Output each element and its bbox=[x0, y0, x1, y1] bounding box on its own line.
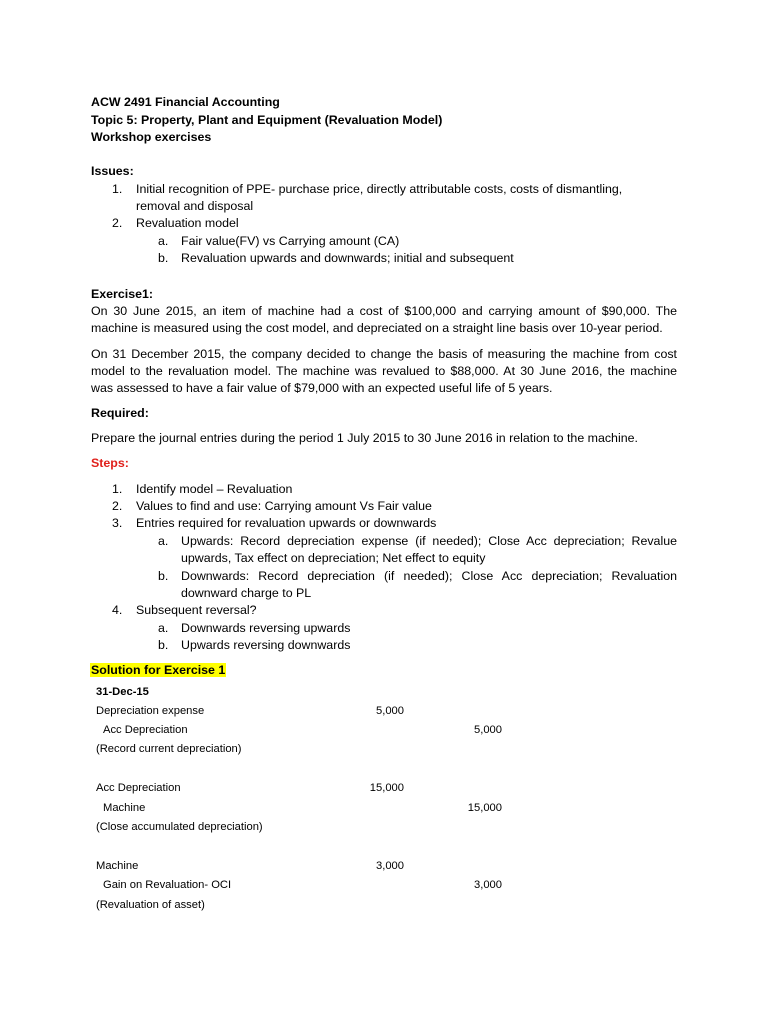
issues-heading: Issues: bbox=[91, 164, 134, 178]
step-number: 1. bbox=[112, 482, 123, 496]
exercise-paragraph-line: On 31 December 2015, the company decided to change the basis of measuring the machine from cost bbox=[91, 347, 677, 361]
step-text: Identify model – Revaluation bbox=[136, 482, 293, 496]
credit-account: Gain on Revaluation- OCI bbox=[103, 879, 232, 891]
credit-account: Machine bbox=[103, 802, 146, 814]
topic-title: Topic 5: Property, Plant and Equipment (Revaluation Model) bbox=[91, 113, 443, 127]
step-number: 3. bbox=[112, 516, 123, 530]
issue-text-continued: removal and disposal bbox=[136, 199, 254, 213]
issue-sub-letter: b. bbox=[158, 251, 169, 265]
debit-account: Depreciation expense bbox=[96, 705, 205, 717]
required-text: Prepare the journal entries during the period 1 July 2015 to 30 June 2016 in relation to the machine. bbox=[91, 431, 638, 445]
issue-number: 1. bbox=[112, 182, 123, 196]
exercise-paragraph-line: On 30 June 2015, an item of machine had a cost of $100,000 and carrying amount of $90,000. The bbox=[91, 304, 677, 318]
entry-narration: (Revaluation of asset) bbox=[96, 899, 205, 911]
step-sub-letter: b. bbox=[158, 638, 169, 652]
exercise-paragraph-line: model to the revaluation model. The machine was revalued to $88,000. At 30 June 2016, the machine bbox=[91, 364, 677, 378]
credit-amount: 15,000 bbox=[467, 802, 502, 814]
document-subtitle: Workshop exercises bbox=[91, 130, 212, 144]
step-number: 2. bbox=[112, 499, 123, 513]
step-sub-text: Downwards: Record depreciation (if needed); Close Acc depreciation; Revaluation bbox=[181, 569, 677, 583]
debit-account: Machine bbox=[96, 860, 139, 872]
debit-amount: 5,000 bbox=[376, 705, 404, 717]
journal-date: 31-Dec-15 bbox=[96, 686, 149, 698]
step-text: Values to find and use: Carrying amount Vs Fair value bbox=[136, 499, 432, 513]
steps-heading: Steps: bbox=[91, 456, 129, 470]
debit-account: Acc Depreciation bbox=[96, 782, 181, 794]
step-sub-text-continued: downward charge to PL bbox=[181, 586, 312, 600]
step-sub-letter: b. bbox=[158, 569, 169, 583]
debit-amount: 3,000 bbox=[376, 860, 404, 872]
issue-sub-text: Fair value(FV) vs Carrying amount (CA) bbox=[181, 234, 400, 248]
solution-heading: Solution for Exercise 1 bbox=[91, 663, 226, 677]
debit-amount: 15,000 bbox=[369, 782, 404, 794]
step-text: Subsequent reversal? bbox=[136, 603, 257, 617]
step-text: Entries required for revaluation upwards or downwards bbox=[136, 516, 437, 530]
exercise-paragraph-line: machine is measured using the cost model, and depreciated on a straight line basis over 10-year period. bbox=[91, 321, 663, 335]
issue-sub-letter: a. bbox=[158, 234, 169, 248]
credit-amount: 5,000 bbox=[474, 724, 502, 736]
entry-narration: (Record current depreciation) bbox=[96, 743, 242, 755]
step-sub-text: Upwards: Record depreciation expense (if needed); Close Acc depreciation; Revalue bbox=[181, 534, 677, 548]
credit-amount: 3,000 bbox=[474, 879, 502, 891]
step-sub-text-continued: upwards, Tax effect on depreciation; Net effect to equity bbox=[181, 551, 486, 565]
step-number: 4. bbox=[112, 603, 123, 617]
issue-number: 2. bbox=[112, 216, 123, 230]
issue-sub-text: Revaluation upwards and downwards; initial and subsequent bbox=[181, 251, 514, 265]
exercise-heading: Exercise1: bbox=[91, 287, 154, 301]
issue-text: Revaluation model bbox=[136, 216, 239, 230]
course-title: ACW 2491 Financial Accounting bbox=[91, 95, 280, 109]
credit-account: Acc Depreciation bbox=[103, 724, 188, 736]
exercise-paragraph-line: was assessed to have a fair value of $79,000 with an expected useful life of 5 years. bbox=[91, 381, 553, 395]
issue-text: Initial recognition of PPE- purchase price, directly attributable costs, costs of dismantling, bbox=[136, 182, 623, 196]
step-sub-text: Upwards reversing downwards bbox=[181, 638, 351, 652]
step-sub-letter: a. bbox=[158, 534, 169, 548]
step-sub-letter: a. bbox=[158, 621, 169, 635]
required-heading: Required: bbox=[91, 406, 149, 420]
step-sub-text: Downwards reversing upwards bbox=[181, 621, 351, 635]
entry-narration: (Close accumulated depreciation) bbox=[96, 821, 263, 833]
